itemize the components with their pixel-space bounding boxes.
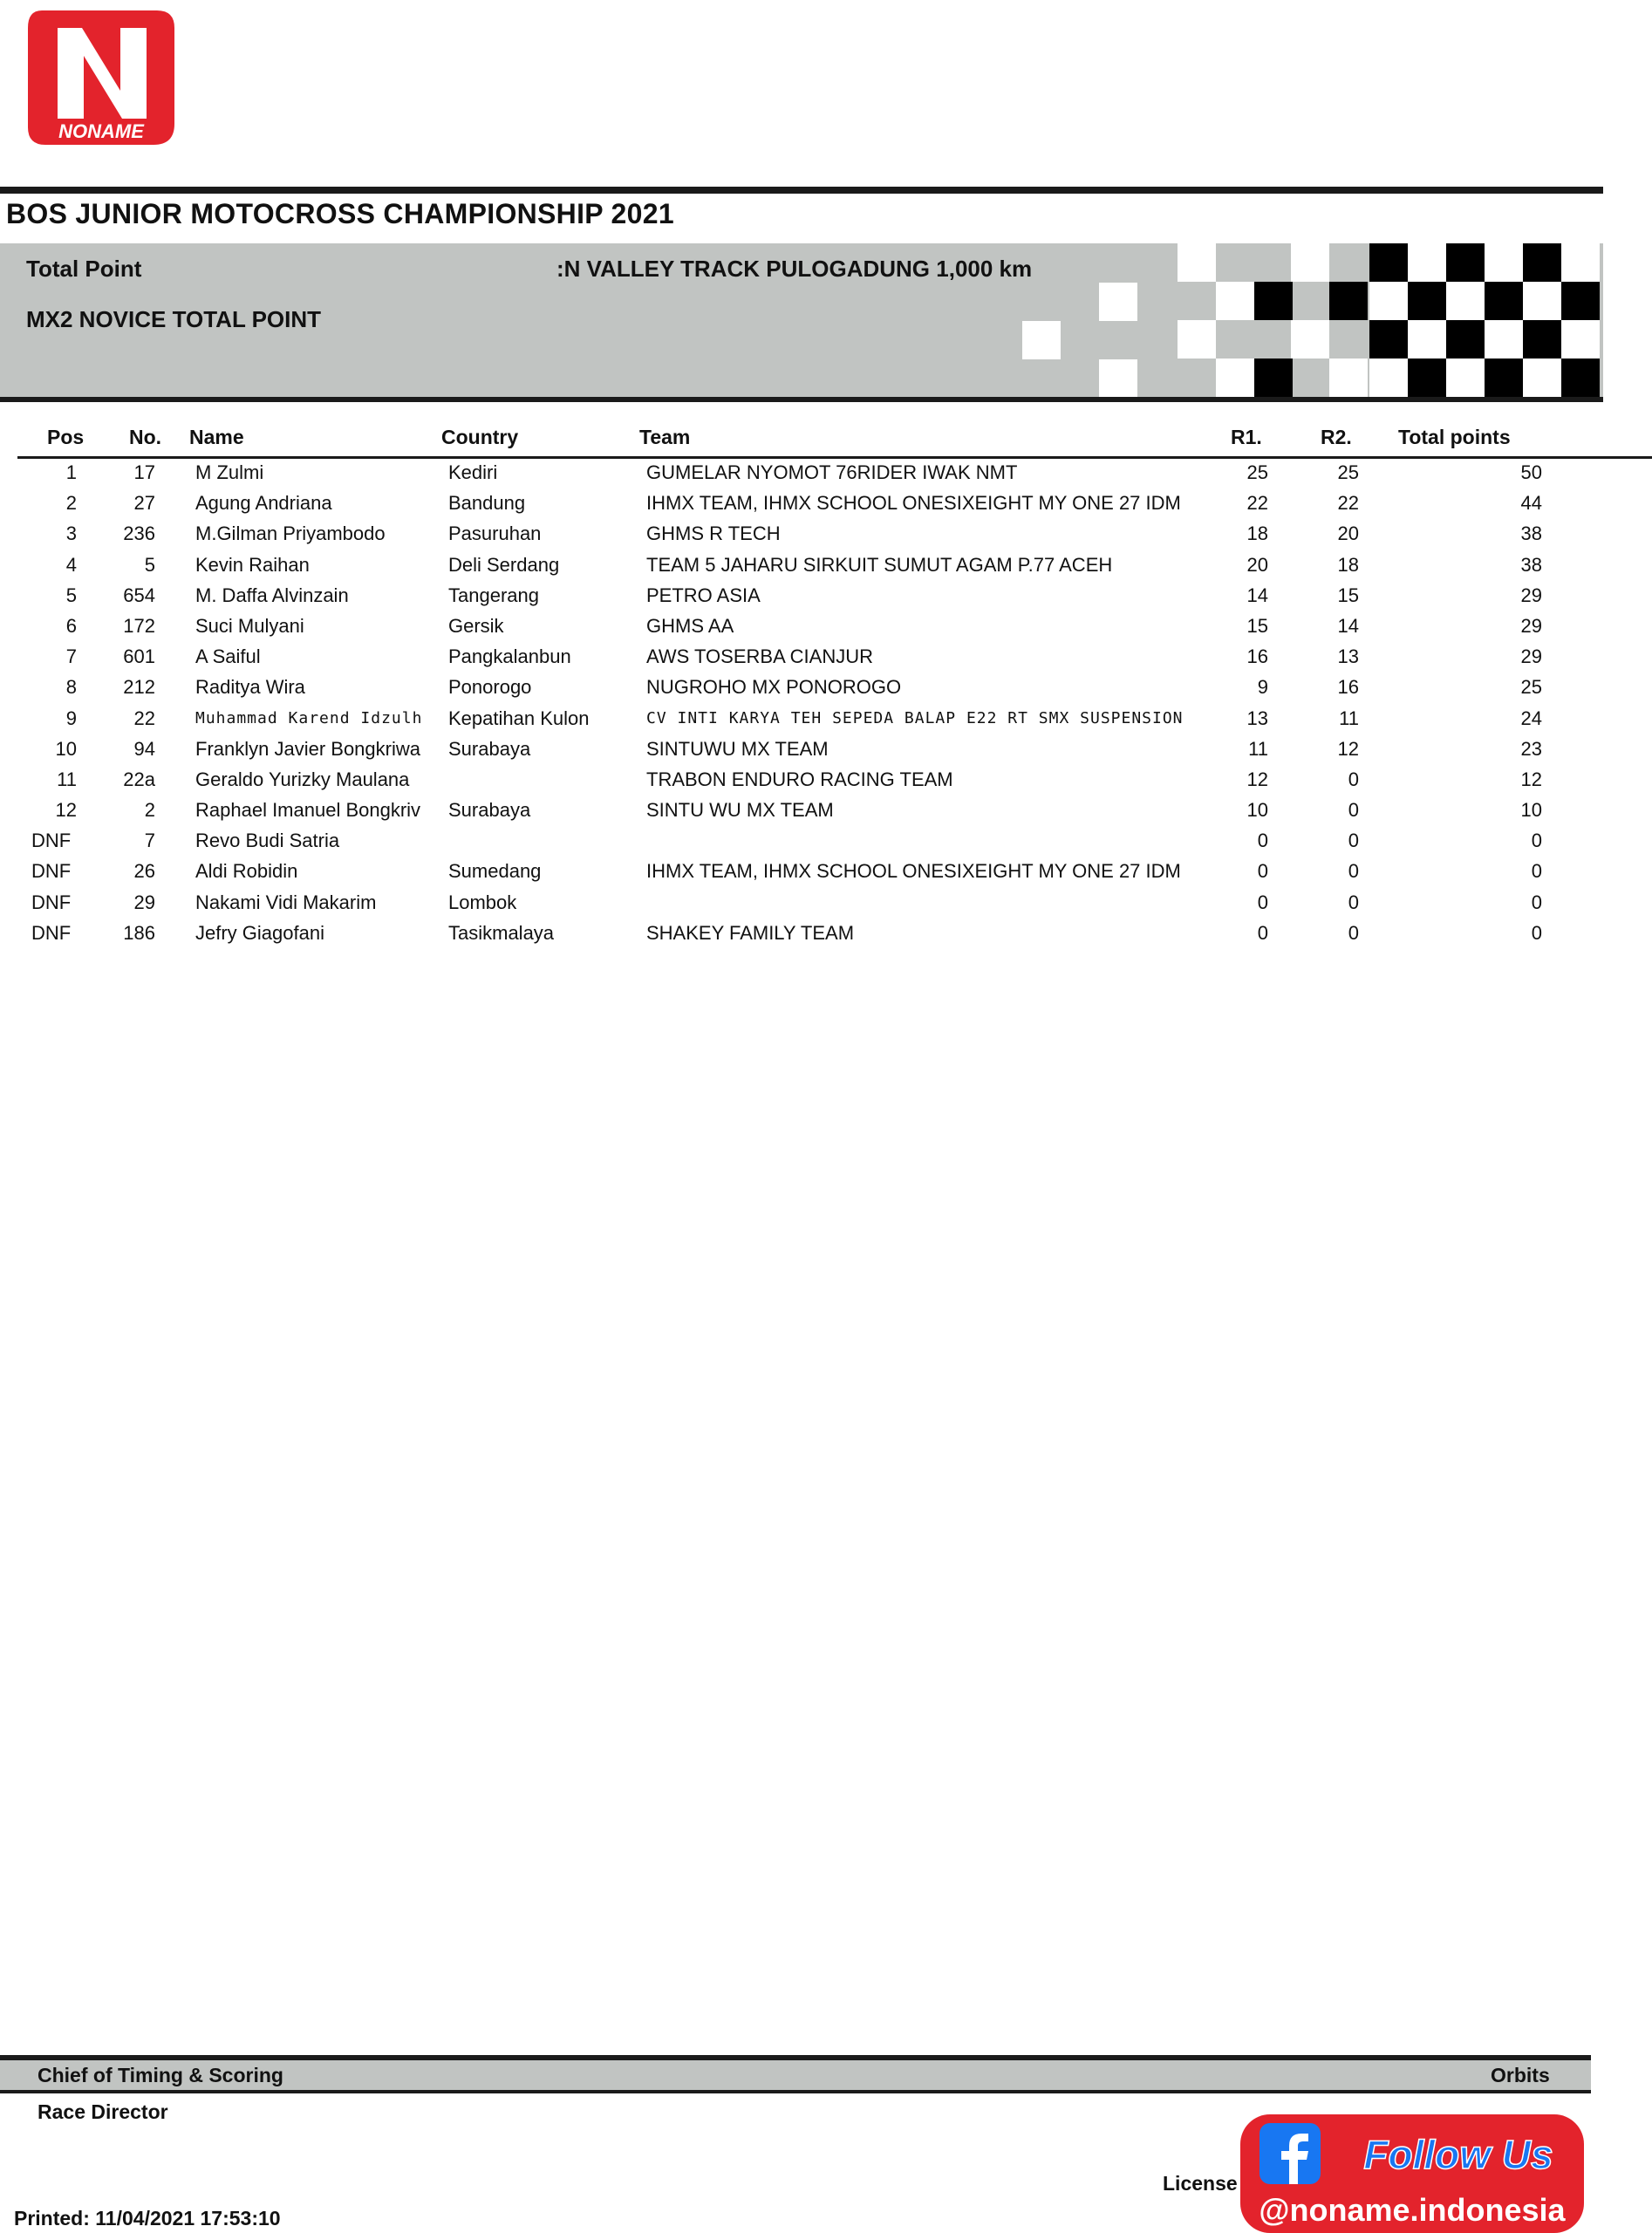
cell-r2: 16 [1337, 676, 1359, 699]
cell-name: Jefry Giagofani [195, 921, 324, 944]
table-row [0, 828, 1652, 858]
table-row [0, 767, 1652, 797]
cell-r1: 12 [1246, 768, 1268, 790]
table-row [0, 890, 1652, 920]
table-row [0, 490, 1652, 521]
cell-total: 29 [1520, 645, 1542, 668]
cell-country: Pangkalanbun [448, 645, 571, 668]
cell-r2: 12 [1337, 737, 1359, 760]
cell-team: GHMS AA [646, 614, 734, 637]
cell-no: 26 [133, 860, 155, 883]
cell-country: Tasikmalaya [448, 921, 555, 944]
cell-name: Suci Mulyani [195, 614, 304, 637]
cell-team: IHMX TEAM, IHMX SCHOOL ONESIXEIGHT MY ONE 27 IDM [646, 492, 1181, 515]
cell-pos: 10 [55, 737, 77, 760]
col-header-country: Country [441, 426, 519, 448]
cell-no: 236 [123, 522, 155, 545]
cell-pos: 9 [65, 707, 77, 729]
col-header-r1: R1. [1231, 426, 1262, 448]
cell-no: 27 [133, 492, 155, 515]
cell-name: M. Daffa Alvinzain [195, 584, 349, 606]
table-row [0, 460, 1652, 490]
cell-country: Gersik [448, 614, 504, 637]
cell-pos: DNF [31, 891, 72, 913]
cell-country: Tangerang [448, 584, 539, 606]
cell-r1: 10 [1246, 799, 1268, 822]
table-row [0, 613, 1652, 644]
table-row [0, 521, 1652, 551]
cell-country: Sumedang [448, 860, 542, 883]
cell-pos: 2 [65, 492, 77, 515]
cell-name: A Saiful [195, 645, 261, 668]
svg-text:NONAME: NONAME [58, 120, 144, 142]
table-row [0, 920, 1652, 951]
cell-team: TEAM 5 JAHARU SIRKUIT SUMUT AGAM P.77 ACEH [646, 553, 1113, 576]
col-header-team: Team [639, 426, 691, 448]
noname-logo [23, 5, 180, 150]
cell-r2: 11 [1339, 707, 1359, 729]
cell-country: Surabaya [448, 799, 531, 822]
cell-r1: 0 [1257, 830, 1268, 852]
table-row [0, 674, 1652, 705]
cell-country: Surabaya [448, 737, 531, 760]
cell-team: TRABON ENDURO RACING TEAM [646, 768, 953, 790]
cell-no: 94 [133, 737, 155, 760]
cell-no: 172 [123, 614, 155, 637]
cell-pos: 12 [55, 799, 77, 822]
col-header-name: Name [189, 426, 244, 448]
cell-name: Kevin Raihan [195, 553, 310, 576]
table-row [0, 797, 1652, 828]
cell-team: IHMX TEAM, IHMX SCHOOL ONESIXEIGHT MY ONE 27 IDM [646, 860, 1181, 883]
cell-total: 0 [1531, 860, 1542, 883]
footer-band [0, 2060, 1591, 2093]
cell-r2: 18 [1337, 553, 1359, 576]
cell-total: 0 [1531, 921, 1542, 944]
table-row [0, 706, 1652, 736]
cell-r2: 15 [1337, 584, 1359, 606]
orbits-label: Orbits [1491, 2064, 1550, 2086]
cell-country: Bandung [448, 492, 526, 515]
cell-team: AWS TOSERBA CIANJUR [646, 645, 873, 668]
cell-r2: 13 [1337, 645, 1359, 668]
cell-r1: 11 [1248, 737, 1268, 760]
cell-r1: 0 [1257, 891, 1268, 913]
printed-timestamp: Printed: 11/04/2021 17:53:10 [14, 2207, 281, 2230]
top-rule [0, 187, 1603, 194]
cell-r1: 14 [1246, 584, 1268, 606]
cell-r2: 0 [1348, 891, 1359, 913]
col-header-r2: R2. [1321, 426, 1352, 448]
follow-us-badge[interactable] [1240, 2114, 1584, 2233]
cell-r2: 25 [1337, 461, 1359, 483]
cell-name: M Zulmi [195, 461, 264, 483]
cell-pos: 1 [65, 461, 77, 483]
cell-r2: 0 [1348, 799, 1359, 822]
table-row [0, 736, 1652, 767]
cell-no: 212 [123, 676, 155, 699]
cell-country: Kediri [448, 461, 498, 483]
cell-r2: 22 [1337, 492, 1359, 515]
cell-no: 601 [123, 645, 155, 668]
cell-no: 22 [133, 707, 155, 729]
class-label: MX2 NOVICE TOTAL POINT [26, 306, 322, 332]
cell-name: Raphael Imanuel Bongkriv [195, 799, 421, 822]
cell-name: Agung Andriana [195, 492, 332, 515]
cell-r2: 0 [1348, 860, 1359, 883]
cell-no: 2 [144, 799, 155, 822]
cell-total: 10 [1520, 799, 1542, 822]
cell-r1: 13 [1246, 707, 1268, 729]
cell-team: NUGROHO MX PONOROGO [646, 676, 902, 699]
cell-name: Muhammad Karend Idzulh [195, 708, 423, 727]
cell-pos: 8 [65, 676, 77, 699]
cell-pos: 7 [65, 645, 77, 668]
cell-pos: DNF [31, 830, 72, 852]
cell-pos: 6 [65, 614, 77, 637]
cell-total: 29 [1520, 614, 1542, 637]
cell-r2: 14 [1337, 614, 1359, 637]
header-rule [17, 456, 1652, 459]
cell-team: PETRO ASIA [646, 584, 761, 606]
cell-r1: 0 [1257, 860, 1268, 883]
cell-country: Ponorogo [448, 676, 532, 699]
document-title: BOS JUNIOR MOTOCROSS CHAMPIONSHIP 2021 [6, 198, 674, 229]
cell-country: Deli Serdang [448, 553, 560, 576]
col-header-total: Total points [1398, 426, 1511, 448]
svg-text:Follow Us: Follow Us [1363, 2132, 1553, 2177]
cell-r1: 16 [1246, 645, 1268, 668]
cell-r1: 9 [1257, 676, 1268, 699]
cell-team: CV INTI KARYA TEH SEPEDA BALAP E22 RT SMX SUSPENSION [646, 708, 1184, 727]
total-point-label: Total Point [26, 256, 142, 282]
cell-no: 22a [123, 768, 155, 790]
col-header-pos: Pos [47, 426, 85, 448]
table-row [0, 644, 1652, 674]
cell-total: 0 [1531, 830, 1542, 852]
col-header-no: No. [129, 426, 162, 448]
cell-total: 38 [1520, 522, 1542, 545]
cell-r2: 0 [1348, 768, 1359, 790]
cell-pos: DNF [31, 860, 72, 883]
cell-no: 7 [144, 830, 155, 852]
license-label: License [1163, 2172, 1238, 2195]
cell-r1: 15 [1246, 614, 1268, 637]
table-row [0, 552, 1652, 583]
cell-r2: 0 [1348, 830, 1359, 852]
cell-name: Raditya Wira [195, 676, 305, 699]
cell-r1: 22 [1246, 492, 1268, 515]
cell-name: M.Gilman Priyambodo [195, 522, 386, 545]
venue-text: :N VALLEY TRACK PULOGADUNG 1,000 km [556, 256, 1033, 282]
cell-no: 5 [144, 553, 155, 576]
cell-pos: 5 [65, 584, 77, 606]
cell-name: Geraldo Yurizky Maulana [195, 768, 410, 790]
cell-total: 0 [1531, 891, 1542, 913]
cell-pos: 4 [65, 553, 77, 576]
cell-r2: 0 [1348, 921, 1359, 944]
cell-no: 17 [133, 461, 155, 483]
cell-total: 29 [1520, 584, 1542, 606]
svg-text:@noname.indonesia: @noname.indonesia [1259, 2192, 1566, 2228]
cell-pos: 11 [57, 768, 77, 790]
cell-name: Nakami Vidi Makarim [195, 891, 377, 913]
cell-no: 654 [123, 584, 155, 606]
cell-country: Pasuruhan [448, 522, 542, 545]
cell-r1: 20 [1246, 553, 1268, 576]
cell-total: 25 [1520, 676, 1542, 699]
info-banner [0, 243, 1603, 397]
cell-name: Aldi Robidin [195, 860, 298, 883]
cell-r1: 18 [1246, 522, 1268, 545]
cell-total: 50 [1520, 461, 1542, 483]
cell-country: Lombok [448, 891, 517, 913]
results-table [0, 460, 1652, 951]
cell-r1: 25 [1246, 461, 1268, 483]
cell-total: 38 [1520, 553, 1542, 576]
cell-team: SINTUWU MX TEAM [646, 737, 829, 760]
table-row [0, 858, 1652, 889]
chief-of-timing-label: Chief of Timing & Scoring [38, 2064, 283, 2086]
cell-total: 44 [1520, 492, 1542, 515]
cell-team: SINTU WU MX TEAM [646, 799, 834, 822]
cell-r2: 20 [1337, 522, 1359, 545]
cell-country: Kepatihan Kulon [448, 707, 590, 729]
cell-no: 29 [133, 891, 155, 913]
race-director-label: Race Director [38, 2100, 168, 2123]
cell-no: 186 [123, 921, 155, 944]
banner-rule [0, 397, 1603, 402]
cell-pos: DNF [31, 921, 72, 944]
cell-team: GUMELAR NYOMOT 76RIDER IWAK NMT [646, 461, 1018, 483]
table-row [0, 583, 1652, 613]
cell-team: GHMS R TECH [646, 522, 781, 545]
cell-total: 23 [1520, 737, 1542, 760]
cell-total: 12 [1520, 768, 1542, 790]
cell-r1: 0 [1257, 921, 1268, 944]
cell-name: Revo Budi Satria [195, 830, 340, 852]
cell-pos: 3 [65, 522, 77, 545]
cell-total: 24 [1520, 707, 1542, 729]
cell-team: SHAKEY FAMILY TEAM [646, 921, 855, 944]
cell-name: Franklyn Javier Bongkriwa [195, 737, 420, 760]
